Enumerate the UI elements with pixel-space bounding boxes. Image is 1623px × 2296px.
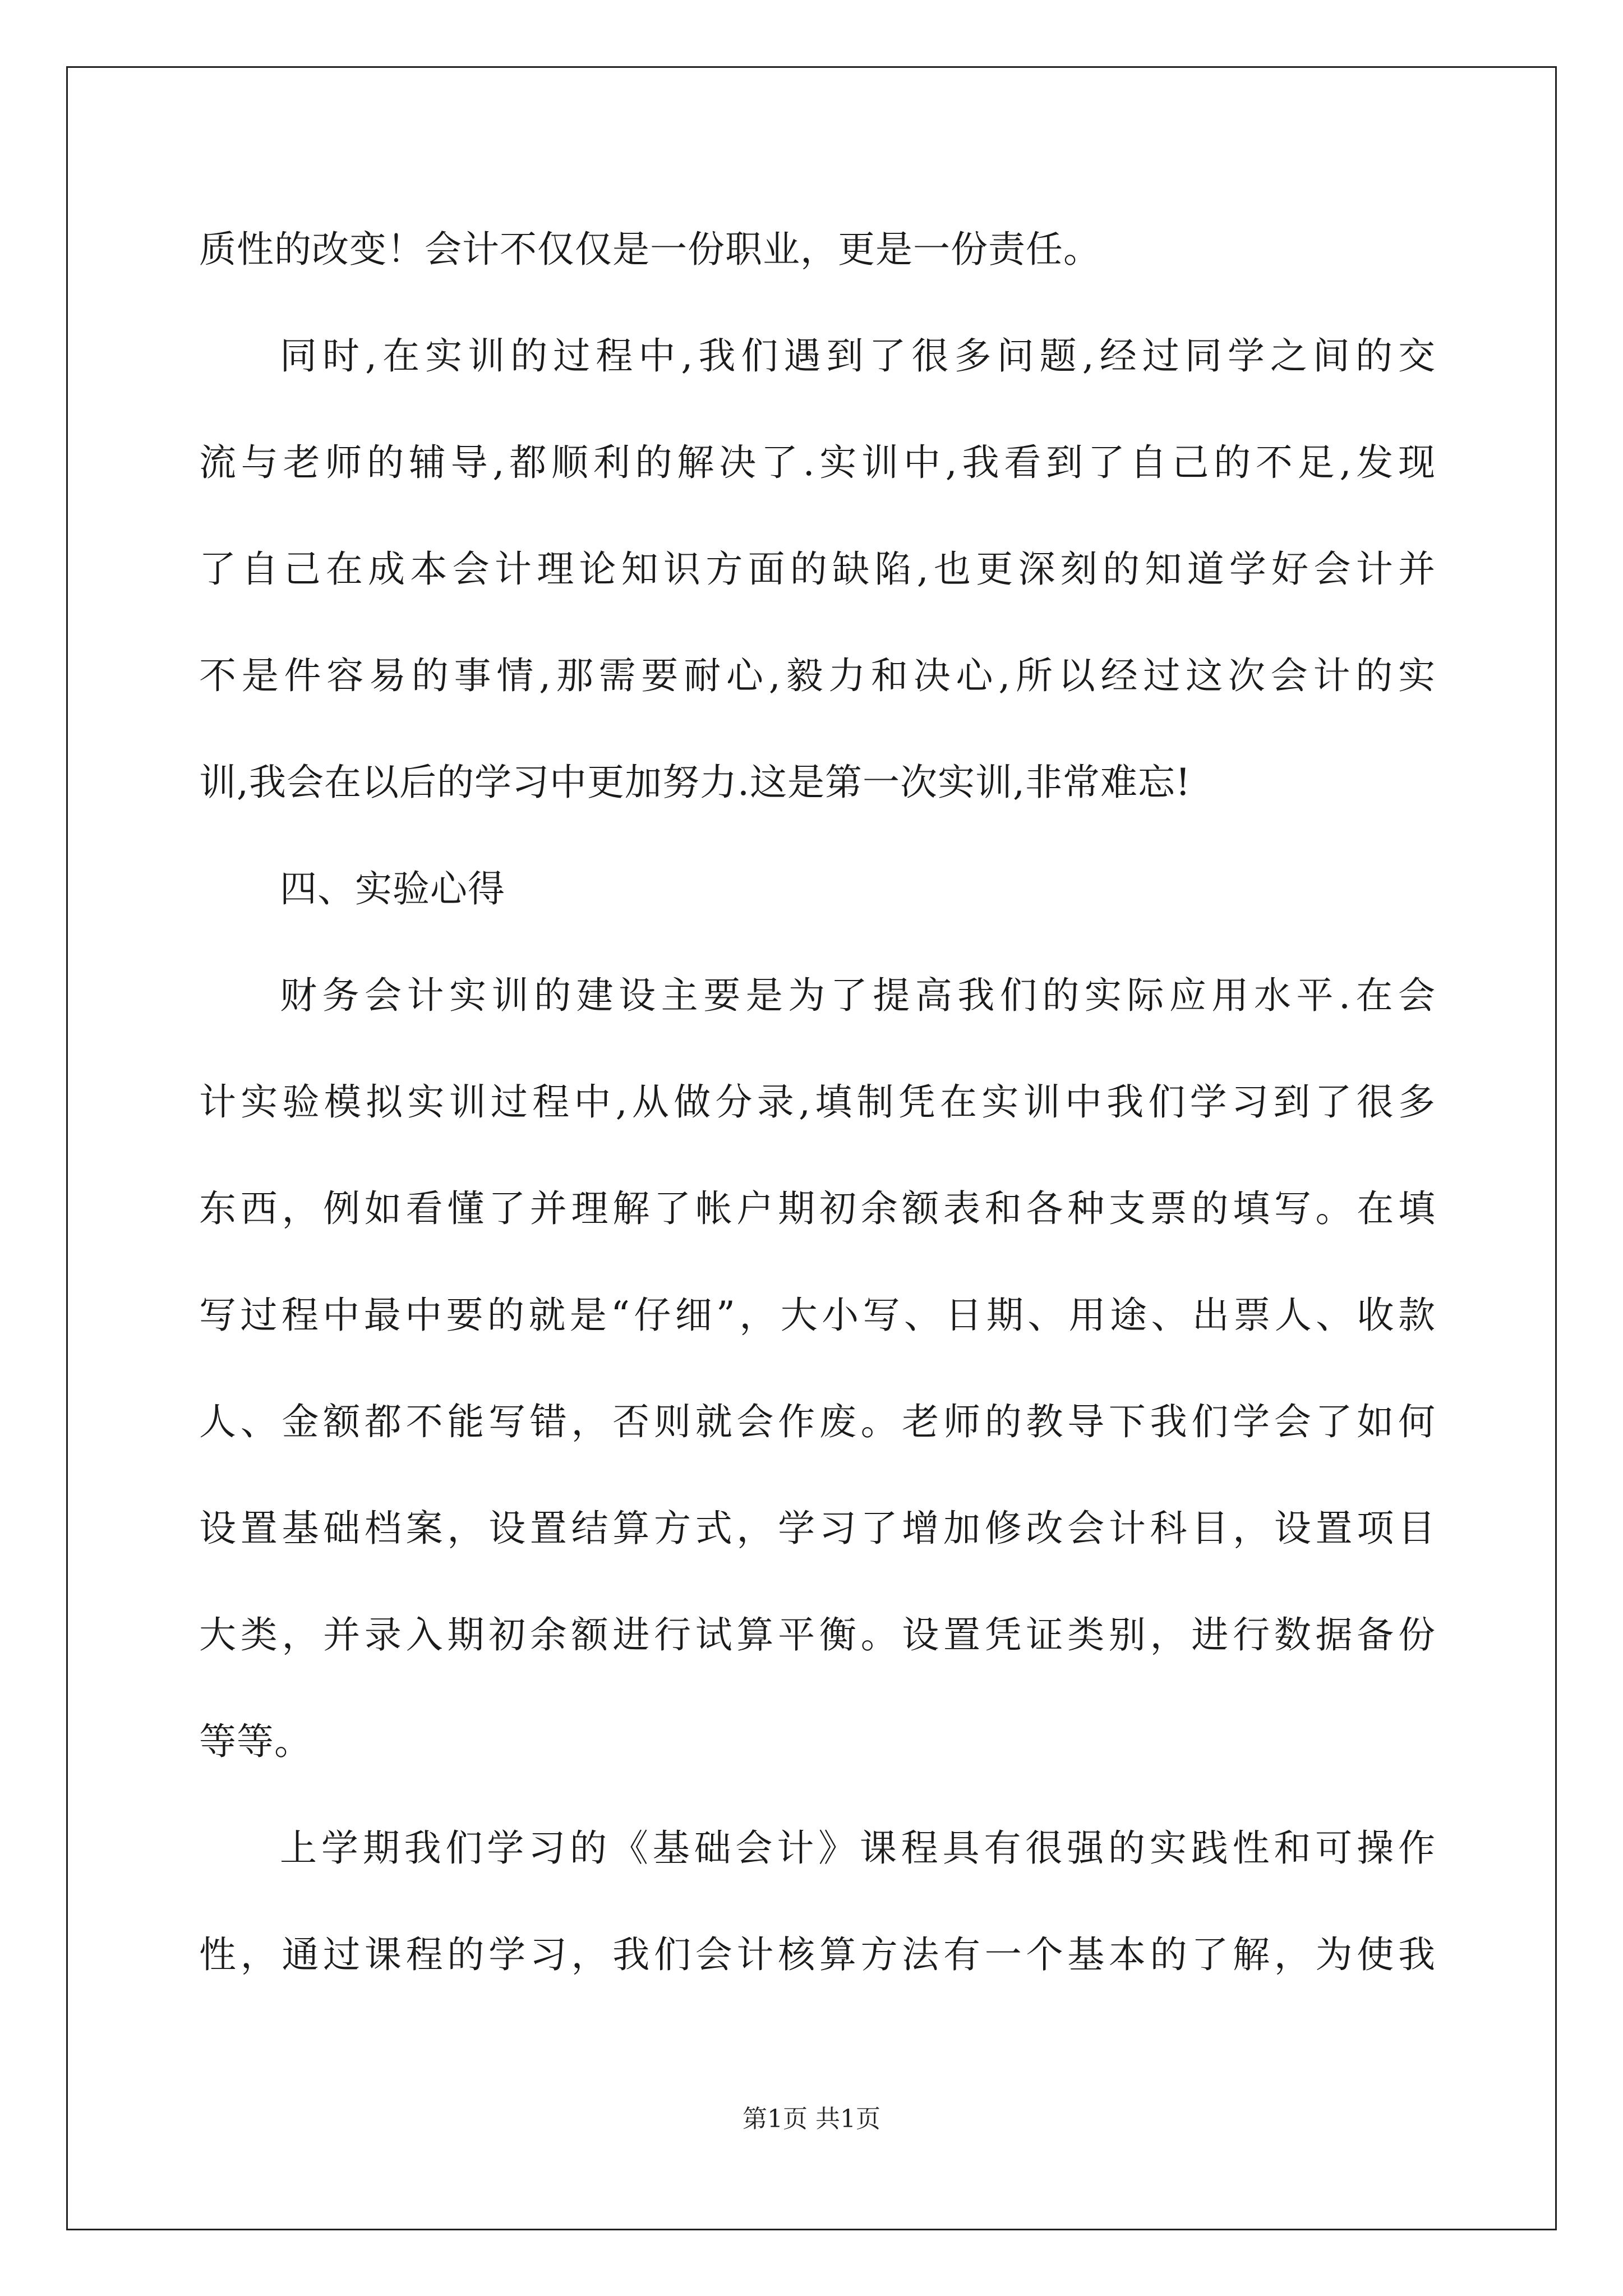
text-line: 训,我会在以后的学习中更加努力.这是第一次实训,非常难忘!: [199, 761, 1191, 804]
text-line: 了自己在成本会计理论知识方面的缺陷,也更深刻的知道学好会计并: [199, 547, 1436, 591]
text-line: 计实验模拟实训过程中,从做分录,填制凭在实训中我们学习到了很多: [199, 1080, 1436, 1124]
text-line: 不是件容易的事情,那需要耐心,毅力和决心,所以经过这次会计的实: [199, 654, 1436, 697]
text-line: 上学期我们学习的《基础会计》课程具有很强的实践性和可操作: [280, 1826, 1436, 1870]
text-line: 东西，例如看懂了并理解了帐户期初余额表和各种支票的填写。在填: [199, 1187, 1436, 1230]
text-line: 同时,在实训的过程中,我们遇到了很多问题,经过同学之间的交: [280, 334, 1436, 378]
text-line: 大类，并录入期初余额进行试算平衡。设置凭证类别，进行数据备份: [199, 1613, 1436, 1657]
text-line: 写过程中最中要的就是“仔细”，大小写、日期、用途、出票人、收款: [199, 1294, 1436, 1337]
text-line: 等等。: [199, 1720, 312, 1763]
text-line: 性，通过课程的学习，我们会计核算方法有一个基本的了解，为使我: [199, 1933, 1436, 1976]
section-heading: 四、实验心得: [280, 867, 505, 910]
text-line: 流与老师的辅导,都顺利的解决了.实训中,我看到了自己的不足,发现: [199, 441, 1436, 484]
text-line: 设置基础档案，设置结算方式，学习了增加修改会计科目，设置项目: [199, 1507, 1436, 1550]
document-body: [199, 196, 1436, 2008]
text-line: 财务会计实训的建设主要是为了提高我们的实际应用水平.在会: [280, 974, 1436, 1017]
text-line: 人、金额都不能写错，否则就会作废。老师的教导下我们学会了如何: [199, 1400, 1436, 1443]
page-number: 第1页 共1页: [743, 2105, 880, 2133]
text-line: 质性的改变！会计不仅仅是一份职业，更是一份责任。: [199, 228, 1101, 271]
